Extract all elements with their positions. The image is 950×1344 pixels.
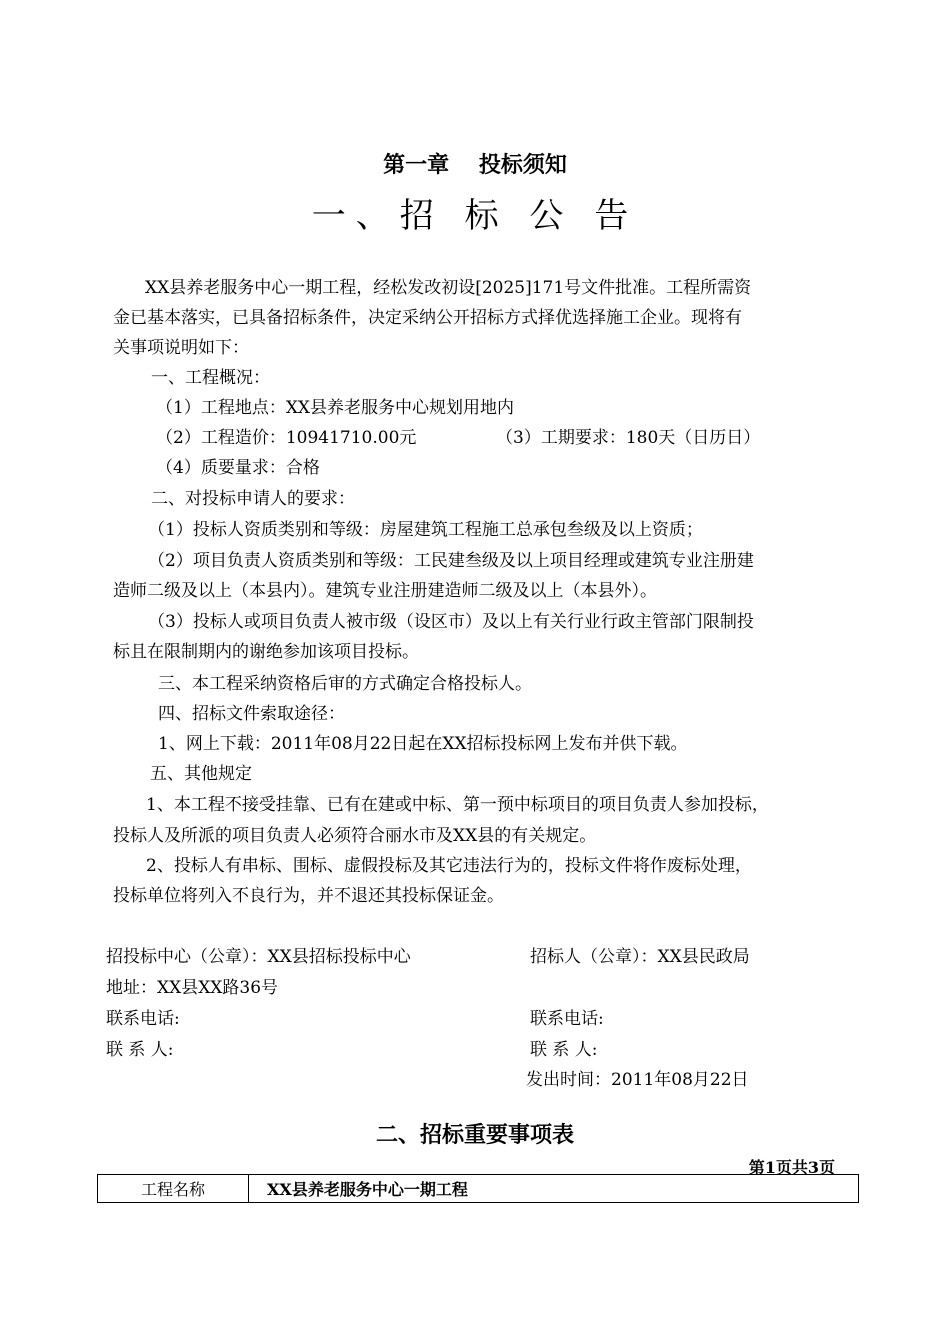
sign-date: 发出时间：2011年08月22日 — [526, 1070, 749, 1090]
s2-requirement-3a: （3）投标人或项目负责人被市级（设区市）及以上有关行业行政主管部门限制投 — [148, 612, 754, 632]
sign-center: 招投标中心（公章）：XX县招标投标中心 — [106, 947, 411, 967]
s2-heading: 二、对投标申请人的要求： — [151, 489, 355, 509]
s1-quality: （4）质要量求：合格 — [156, 458, 320, 478]
chapter-title: 第一章 投标须知 — [383, 153, 567, 178]
s4-heading: 四、招标文件索取途径： — [158, 704, 345, 724]
s2-requirement-2a: （2）项目负责人资质类别和等级：工民建叁级及以上项目经理或建筑专业注册建 — [148, 551, 754, 571]
sign-contact-left: 联 系 人: — [106, 1040, 174, 1060]
table-value-cell: XX县养老服务中心一期工程 — [249, 1175, 859, 1203]
s5-item-2b: 投标单位将列入不良行为，并不退还其投标保证金。 — [113, 886, 504, 906]
s5-item-1a: 1、本工程不接受挂靠、已有在建或中标、第一预中标项目的项目负责人参加投标， — [146, 795, 769, 815]
intro-line-1: XX县养老服务中心一期工程，经松发改初设[2025]171号文件批准。工程所需资 — [145, 278, 752, 298]
s1-cost: （2）工程造价：10941710.00元 — [156, 428, 417, 448]
page-info: 第1页共3页 — [748, 1158, 835, 1177]
table-label-cell: 工程名称 — [98, 1175, 249, 1203]
important-items-table — [97, 1174, 859, 1203]
intro-line-3: 关事项说明如下： — [113, 338, 249, 358]
s2-requirement-3b: 标且在限制期内的谢绝参加该项目投标。 — [113, 642, 419, 662]
sign-phone-right: 联系电话: — [530, 1009, 604, 1029]
sign-address: 地址：XX县XX路36号 — [106, 978, 279, 998]
s1-heading: 一、工程概况： — [151, 368, 270, 388]
s5-heading: 五、其他规定 — [150, 764, 252, 784]
intro-line-2: 金已基本落实，已具备招标条件，决定采纳公开招标方式择优选择施工企业。现将有 — [113, 308, 742, 328]
s3-text: 三、本工程采纳资格后审的方式确定合格投标人。 — [158, 674, 532, 694]
sign-contact-right: 联 系 人: — [530, 1040, 598, 1060]
s5-item-2a: 2、投标人有串标、围标、虚假投标及其它违法行为的，投标文件将作废标处理， — [146, 856, 752, 876]
sign-phone-left: 联系电话: — [106, 1009, 180, 1029]
table-row — [98, 1175, 859, 1203]
s2-requirement-2b: 造师二级及以上（本县内）。建筑专业注册建造师二级及以上（本县外）。 — [113, 581, 657, 601]
s5-item-1b: 投标人及所派的项目负责人必须符合丽水市及XX县的有关规定。 — [113, 826, 597, 846]
s1-location: （1）工程地点：XX县养老服务中心规划用地内 — [156, 398, 515, 418]
sign-owner: 招标人（公章）：XX县民政局 — [530, 947, 750, 967]
section2-title: 二、招标重要事项表 — [375, 1123, 574, 1148]
s4-item: 1、网上下载：2011年08月22日起在XX招标投标网上发布并供下载。 — [158, 734, 688, 754]
s2-requirement-1: （1）投标人资质类别和等级：房屋建筑工程施工总承包叁级及以上资质； — [148, 520, 703, 540]
notice-title: 一、招 标 公 告 — [311, 196, 639, 236]
s1-period: （3）工期要求：180天（日历日） — [496, 428, 761, 448]
